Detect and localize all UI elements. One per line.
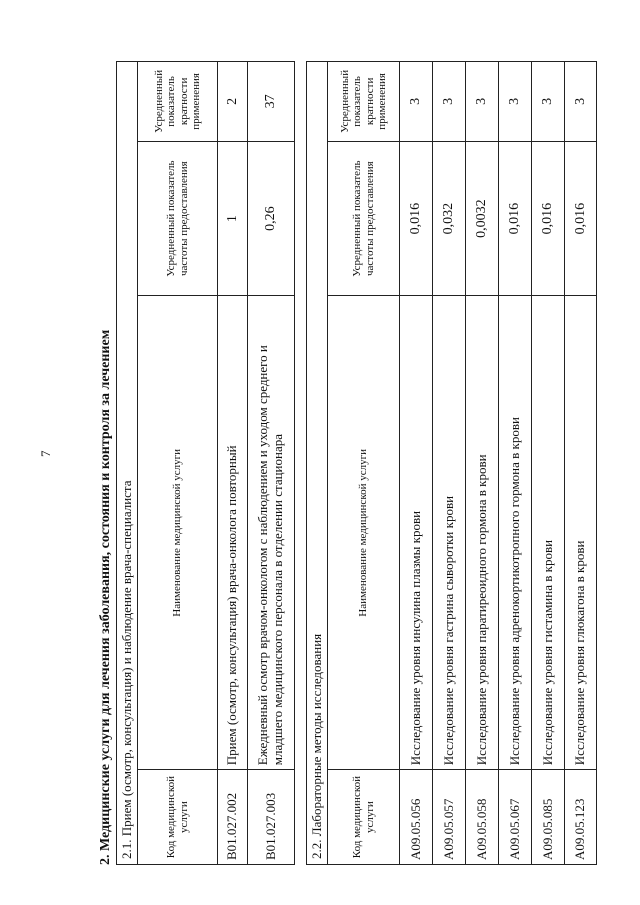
cell-frequency: 0,0032 — [466, 141, 498, 296]
table-row — [532, 62, 565, 864]
cell-name: Исследование уровня глюкагона в крови — [565, 295, 596, 769]
table-row — [565, 62, 596, 864]
header-multiplicity: Усредненный показатель кратности применения — [338, 69, 388, 133]
cell-name: Исследование уровня гастрина сыворотки крови — [433, 295, 465, 769]
table-row — [400, 62, 433, 864]
cell-code: A09.05.085 — [532, 769, 564, 864]
table-caption: 2.2. Лабораторные методы исследования — [308, 633, 324, 859]
cell-code: A09.05.058 — [466, 769, 498, 864]
table-header-row — [328, 62, 400, 864]
cell-code: B01.027.003 — [248, 769, 294, 864]
cell-multiplicity: 3 — [408, 97, 424, 105]
table-consultations — [116, 61, 295, 865]
page-number: 7 — [38, 450, 53, 457]
cell-multiplicity: 3 — [441, 97, 457, 105]
cell-multiplicity: 3 — [474, 97, 490, 105]
cell-name: Исследование уровня гистамина в крови — [532, 295, 564, 769]
table-row — [466, 62, 499, 864]
table-lab-tests — [306, 61, 597, 865]
cell-name: Исследование уровня адренокортикотропного гормона в крови — [499, 295, 531, 769]
table-caption: 2.1. Прием (осмотр, консультация) и наблюдение врача-специалиста — [118, 480, 134, 859]
cell-multiplicity: 3 — [507, 97, 523, 105]
cell-name: Ежедневный осмотр врачом-онкологом с наблюдением и уходом среднего и младшего медицинского персонала в отделении стационара — [248, 295, 294, 769]
cell-frequency: 0,26 — [248, 141, 294, 296]
cell-code: A09.05.057 — [433, 769, 465, 864]
header-code: Код медицинской услуги — [138, 769, 217, 864]
cell-frequency: 0,016 — [532, 141, 564, 296]
cell-multiplicity: 3 — [572, 97, 588, 105]
table-caption-row — [307, 62, 328, 864]
table-row — [499, 62, 532, 864]
header-multiplicity: Усредненный показатель кратности применения — [152, 69, 202, 133]
header-name: Наименование медицинской услуги — [138, 295, 217, 769]
cell-code: A09.05.067 — [499, 769, 531, 864]
table-row — [248, 62, 294, 864]
cell-code: A09.05.056 — [400, 769, 432, 864]
header-code: Код медицинской услуги — [328, 769, 399, 864]
cell-multiplicity: 37 — [263, 94, 279, 109]
table-header-row — [138, 62, 218, 864]
table-row — [218, 62, 248, 864]
cell-multiplicity: 2 — [224, 97, 240, 105]
cell-frequency: 1 — [218, 141, 247, 296]
cell-frequency: 0,016 — [400, 141, 432, 296]
cell-name: Прием (осмотр, консультация) врача-онколога повторный — [218, 295, 247, 769]
header-frequency: Усредненный показатель частоты предоставления — [138, 141, 217, 296]
cell-name: Исследование уровня паратиреоидного гормона в крови — [466, 295, 498, 769]
cell-code: B01.027.002 — [218, 769, 247, 864]
header-frequency: Усредненный показатель частоты предоставления — [328, 141, 399, 296]
cell-frequency: 0,016 — [499, 141, 531, 296]
table-caption-row — [117, 62, 138, 864]
cell-code: A09.05.123 — [565, 769, 596, 864]
section-title: 2. Медицинские услуги для лечения заболевания, состояния и контроля за лечением — [98, 329, 113, 865]
cell-multiplicity: 3 — [540, 97, 556, 105]
cell-frequency: 0,032 — [433, 141, 465, 296]
table-row — [433, 62, 466, 864]
cell-name: Исследование уровня инсулина плазмы крови — [400, 295, 432, 769]
cell-frequency: 0,016 — [565, 141, 596, 296]
header-name: Наименование медицинской услуги — [328, 295, 399, 769]
